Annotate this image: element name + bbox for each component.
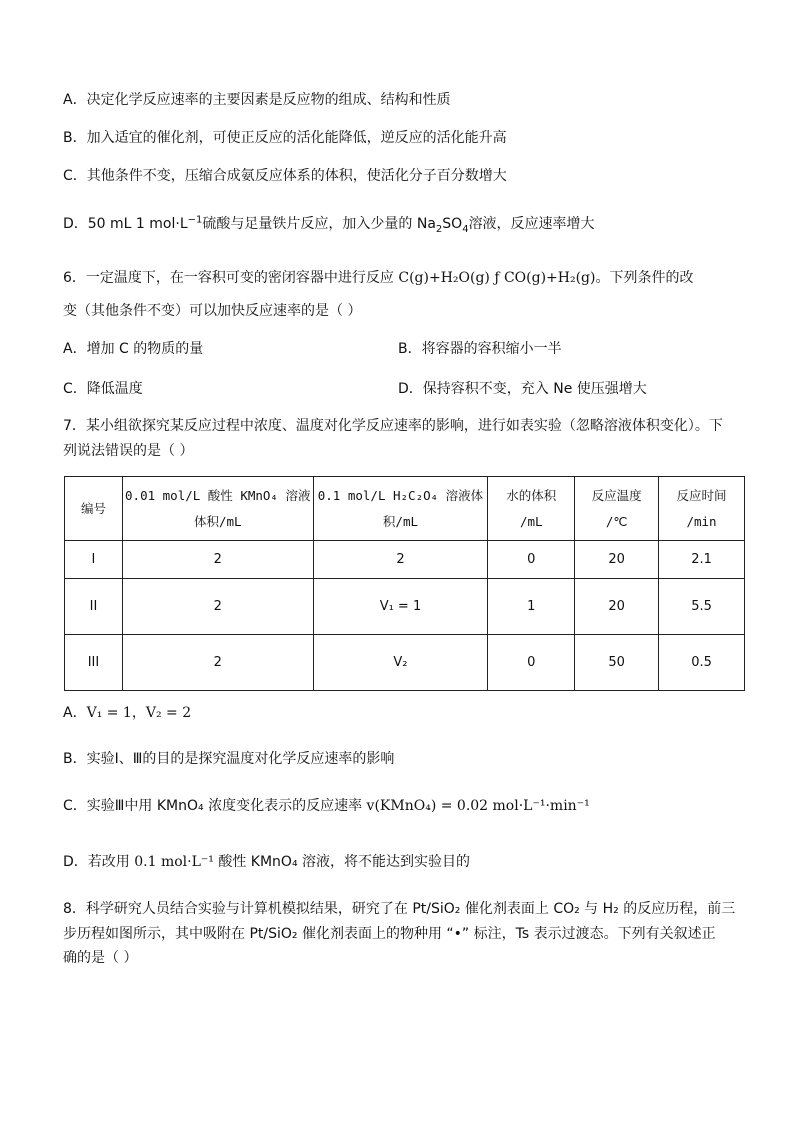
table-row (65, 579, 745, 635)
table-header-row (65, 477, 745, 541)
header-temperature: 反应温度 /℃ (575, 477, 659, 541)
q7-c-prefix: C．实验Ⅲ中用 KMnO₄ 浓度变化表示的反应速率 (63, 798, 367, 814)
q6-stem-a: 6．一定温度下，在一容积可变的密闭容器中进行反应 (63, 270, 399, 286)
table-cell: 0 (488, 635, 575, 691)
q5-option-c: C．其他条件不变，压缩合成氨反应体系的体积，使活化分子百分数增大 (63, 168, 507, 184)
table-cell: II (65, 579, 123, 635)
header-time: 反应时间 /min (659, 477, 745, 541)
q5-d-suffix: 溶液，反应速率增大 (468, 216, 595, 232)
q6-stem-b: 。下列条件的改 (595, 270, 694, 286)
q7-option-b: B．实验Ⅰ、Ⅲ的目的是探究温度对化学反应速率的影响 (63, 751, 395, 767)
q5-d-so: SO (442, 216, 463, 232)
experiment-table (64, 476, 745, 691)
table-cell: 1 (488, 579, 575, 635)
table-row (65, 635, 745, 691)
table-cell: 2.1 (659, 541, 745, 579)
table-cell: 2 (122, 635, 313, 691)
q5-option-d (63, 214, 595, 234)
q7-a-expr: V₁ = 1，V₂ = 2 (86, 705, 192, 721)
table-row (65, 541, 745, 579)
q5-option-a: A．决定化学反应速率的主要因素是反应物的组成、结构和性质 (63, 92, 451, 108)
q5-d-prefix: D．50 mL 1 mol·L (63, 216, 188, 232)
table-cell: 50 (575, 635, 659, 691)
q8-stem-line3: 确的是（ ） (63, 950, 138, 966)
header-water-volume: 水的体积 /mL (488, 477, 575, 541)
q7-d-prefix: D．若改用 (63, 854, 135, 870)
q5-d-mid: 硫酸与足量铁片反应，加入少量的 Na (202, 216, 436, 232)
table-cell: 2 (122, 541, 313, 579)
q8-stem-line1: 8．科学研究人员结合实验与计算机模拟结果，研究了在 Pt/SiO₂ 催化剂表面上 CO₂ 与 H₂ 的反应历程，前三 (63, 901, 736, 917)
table-cell: 0.5 (659, 635, 745, 691)
header-h2c2o4-volume: 0.1 mol/L H₂C₂O₄ 溶液体 积/mL (313, 477, 488, 541)
q7-a-prefix: A． (63, 705, 87, 721)
q7-stem-line2: 列说法错误的是（ ） (63, 443, 194, 459)
q6-equation: C(g)+H₂O(g) ƒ CO(g)+H₂(g) (398, 270, 596, 286)
table-cell: I (65, 541, 123, 579)
q7-option-d (63, 852, 470, 872)
table-cell: 2 (122, 579, 313, 635)
table-cell: 5.5 (659, 579, 745, 635)
table-cell: 0 (488, 541, 575, 579)
q5-d-sub2: 4 (462, 223, 469, 235)
q5-option-b: B．加入适宜的催化剂，可使正反应的活化能降低，逆反应的活化能升高 (63, 130, 507, 146)
q6-option-d: D．保持容积不变，充入 Ne 使压强增大 (398, 381, 647, 397)
q6-option-b: B．将容器的容积缩小一半 (398, 341, 562, 357)
table-cell: III (65, 635, 123, 691)
q5-d-sup: −1 (187, 214, 203, 226)
table-cell: 2 (313, 541, 488, 579)
table-cell: V₂ (313, 635, 488, 691)
q8-stem-line2: 步历程如图所示，其中吸附在 Pt/SiO₂ 催化剂表面上的物种用 “•” 标注，Ts 表示过渡态。下列有关叙述正 (63, 926, 716, 942)
q6-stem-line2: 变（其他条件不变）可以加快反应速率的是（ ） (63, 303, 362, 319)
q5-d-sub1: 2 (435, 223, 443, 235)
q7-d-suffix: 酸性 KMnO₄ 溶液，将不能达到实验目的 (213, 854, 471, 870)
table-cell: V₁ = 1 (313, 579, 488, 635)
table-cell: 20 (575, 541, 659, 579)
q7-option-a (63, 703, 191, 723)
q6-option-c: C．降低温度 (63, 381, 143, 397)
q7-option-c (63, 796, 590, 816)
table-cell: 20 (575, 579, 659, 635)
header-id: 编号 (65, 477, 123, 541)
q6-option-a: A．增加 C 的物质的量 (63, 341, 204, 357)
q7-stem-line1: 7．某小组欲探究某反应过程中浓度、温度对化学反应速率的影响，进行如表实验（忽略溶液体积变化）。下 (63, 418, 723, 434)
header-kmno4-volume: 0.01 mol/L 酸性 KMnO₄ 溶液 体积/mL (122, 477, 313, 541)
q7-d-expr: 0.1 mol·L⁻¹ (134, 854, 214, 870)
q6-stem-line1 (63, 268, 693, 288)
q7-c-expr: v(KMnO₄) = 0.02 mol·L⁻¹·min⁻¹ (366, 798, 590, 814)
